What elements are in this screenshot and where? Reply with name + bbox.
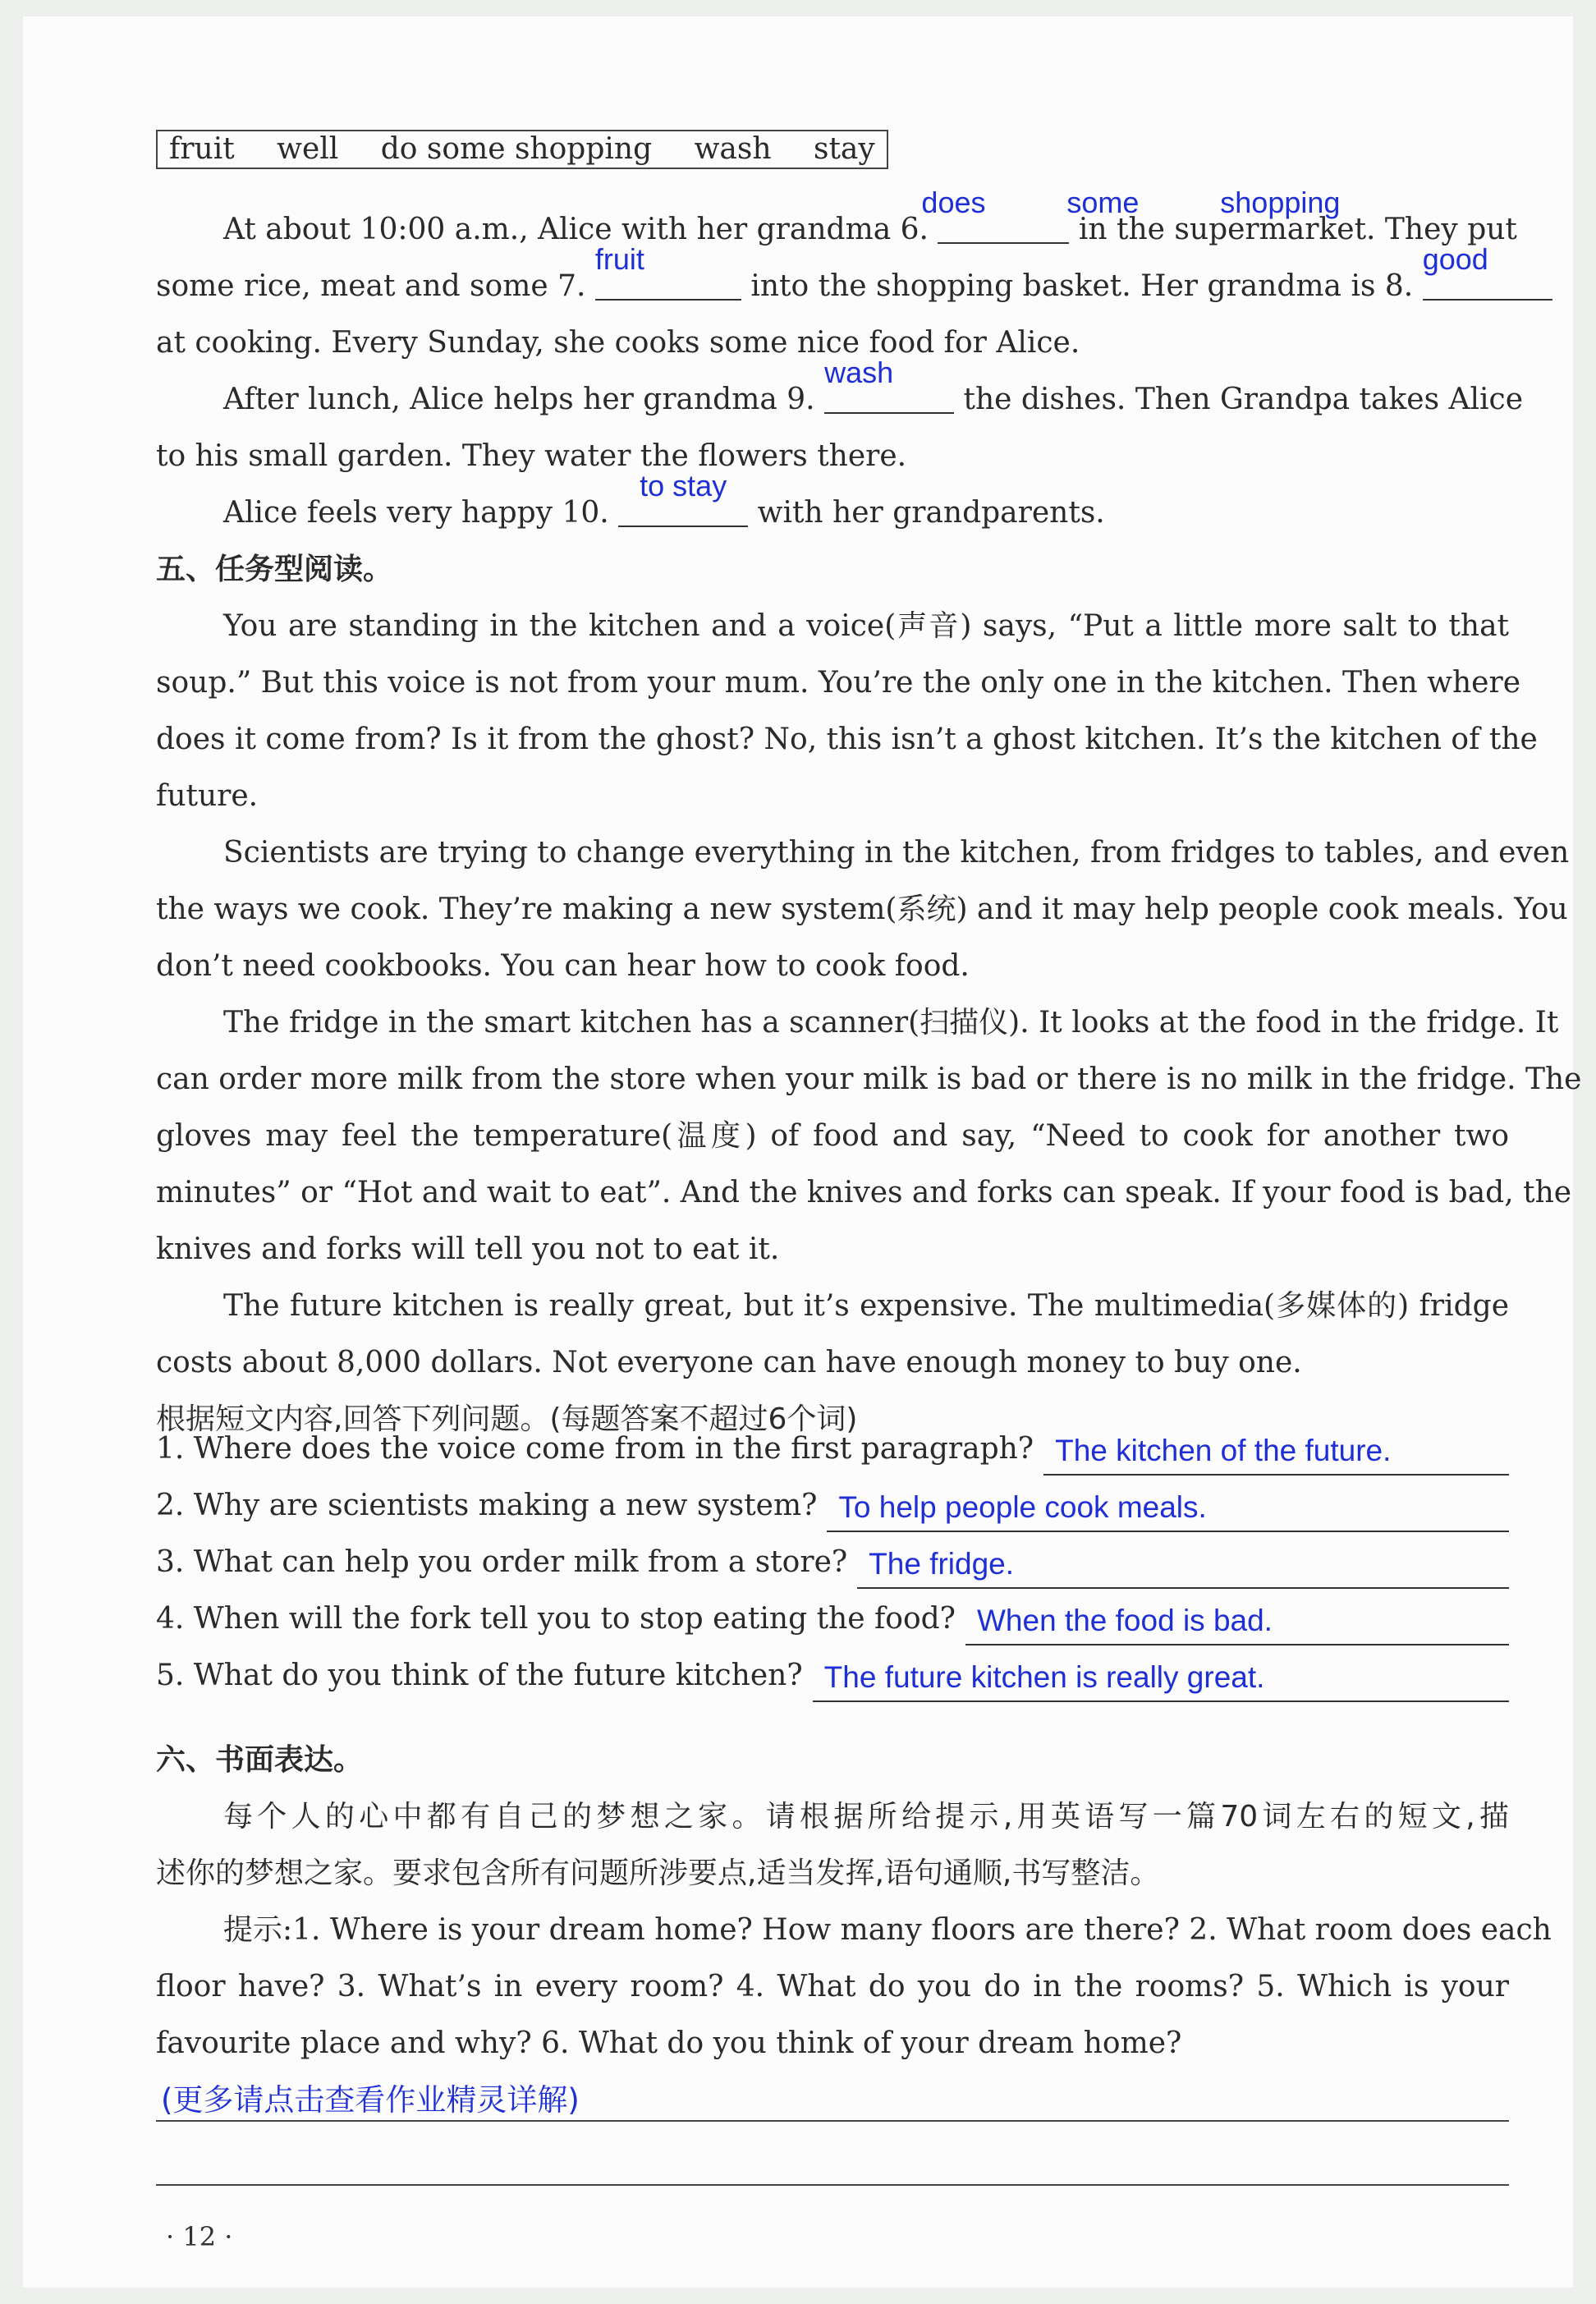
reading-line: costs about 8,000 dollars. Not everyone can have enough money to buy one. (156, 1346, 1302, 1379)
question-text: 3. What can help you order milk from a store? (156, 1545, 848, 1579)
blank-9 (824, 356, 954, 414)
reading-line: minutes” or “Hot and wait to eat”. And the knives and forks can speak. If your food is bad, the (156, 1176, 1572, 1209)
question-row (156, 1655, 1509, 1712)
passage-line: to his small garden. They water the flowers there. (156, 439, 907, 473)
answer-line (827, 1481, 1509, 1532)
section-6-heading: 六、书面表达。 (156, 1743, 364, 1777)
reading-line: You are standing in the kitchen and a voice(声音) says, “Put a little more salt to that (223, 609, 1509, 643)
answer-7: fruit (594, 242, 644, 276)
passage-line: at cooking. Every Sunday, she cooks some nice food for Alice. (156, 326, 1080, 360)
answer-line (813, 1651, 1509, 1702)
blank-7 (594, 242, 741, 301)
reading-line: knives and forks will tell you not to eat it. (156, 1232, 780, 1266)
word-bank-item: well (277, 132, 339, 166)
writing-prompt-line: 提示:1. Where is your dream home? How many floors are there? 2. What room does each (223, 1913, 1552, 1947)
question-text: 4. When will the fork tell you to stop eating the food? (156, 1602, 956, 1636)
page (23, 16, 1582, 2288)
blank-10 (618, 469, 748, 527)
answer-line (1043, 1425, 1509, 1476)
word-bank-box (156, 130, 888, 169)
writing-prompt-line: floor have? 3. What’s in every room? 4. What do you do in the rooms? 5. Which is your (156, 1970, 1509, 2003)
reading-line: does it come from? Is it from the ghost? No, this isn’t a ghost kitchen. It’s the kitchen of the (156, 723, 1538, 756)
answer-6: does some shopping (921, 186, 1341, 219)
blank-8 (1422, 242, 1552, 301)
answer-10: to stay (640, 469, 727, 503)
question-text: 2. Why are scientists making a new system? (156, 1489, 818, 1522)
reading-line: soup.” But this voice is not from your mum. You’re the only one in the kitchen. Then where (156, 666, 1520, 700)
reading-line: The future kitchen is really great, but it’s expensive. The multimedia(多媒体的) fridge (223, 1289, 1509, 1323)
word-bank-item: wash (694, 132, 772, 166)
word-bank-item: fruit (169, 132, 235, 166)
writing-rule (156, 2120, 1509, 2122)
writing-rule (156, 2184, 1509, 2186)
question-instruction: 根据短文内容,回答下列问题。(每题答案不超过6个词) (156, 1402, 858, 1436)
blank-6 (921, 186, 1341, 244)
answer-text: When the food is bad. (977, 1604, 1273, 1637)
answer-line (857, 1538, 1509, 1589)
writing-prompt-line: 述你的梦想之家。要求包含所有问题所涉要点,适当发挥,语句通顺,书写整洁。 (156, 1857, 1160, 1890)
answer-9: wash (824, 356, 894, 389)
question-text: 5. What do you think of the future kitchen? (156, 1659, 803, 1692)
word-bank-item: stay (813, 132, 875, 166)
reading-line: future. (156, 779, 259, 813)
word-bank-item: do some shopping (380, 132, 653, 166)
passage-line: Alice feels very happy 10. to stay with her grandparents. (223, 469, 1105, 530)
reading-line: Scientists are trying to change everything in the kitchen, from fridges to tables, and even (223, 836, 1570, 870)
answer-8: good (1422, 242, 1488, 276)
answer-text: The fridge. (869, 1547, 1015, 1581)
passage-line: After lunch, Alice helps her grandma 9. wash the dishes. Then Grandpa takes Alice (223, 356, 1524, 416)
reading-line: can order more milk from the store when your milk is bad or there is no milk in the fridge. The (156, 1063, 1582, 1096)
passage-line: some rice, meat and some 7. fruit into the shopping basket. Her grandma is 8. good (156, 258, 1509, 314)
more-details-link[interactable]: (更多请点击查看作业精灵详解) (161, 2082, 580, 2118)
answer-text: To help people cook meals. (838, 1490, 1207, 1524)
reading-line: gloves may feel the temperature(温度) of food and say, “Need to cook for another two (156, 1119, 1509, 1153)
answer-text: The kitchen of the future. (1055, 1434, 1392, 1467)
answer-line (965, 1595, 1509, 1645)
answer-text: The future kitchen is really great. (823, 1660, 1265, 1694)
writing-prompt-line: 每个人的心中都有自己的梦想之家。请根据所给提示,用英语写一篇70词左右的短文,描 (223, 1800, 1509, 1834)
question-text: 1. Where does the voice come from in the first paragraph? (156, 1432, 1034, 1466)
passage-line: At about 10:00 a.m., Alice with her grandma 6. does some shopping in the supermarket. They put (223, 186, 1517, 246)
writing-prompt-line: favourite place and why? 6. What do you think of your dream home? (156, 2026, 1182, 2060)
reading-line: the ways we cook. They’re making a new system(系统) and it may help people cook meals. You (156, 893, 1568, 926)
reading-line: The fridge in the smart kitchen has a scanner(扫描仪). It looks at the food in the fridge. It (223, 1006, 1559, 1040)
page-number: · 12 · (166, 2221, 233, 2252)
reading-line: don’t need cookbooks. You can hear how to cook food. (156, 949, 970, 983)
section-5-heading: 五、任务型阅读。 (156, 553, 393, 586)
